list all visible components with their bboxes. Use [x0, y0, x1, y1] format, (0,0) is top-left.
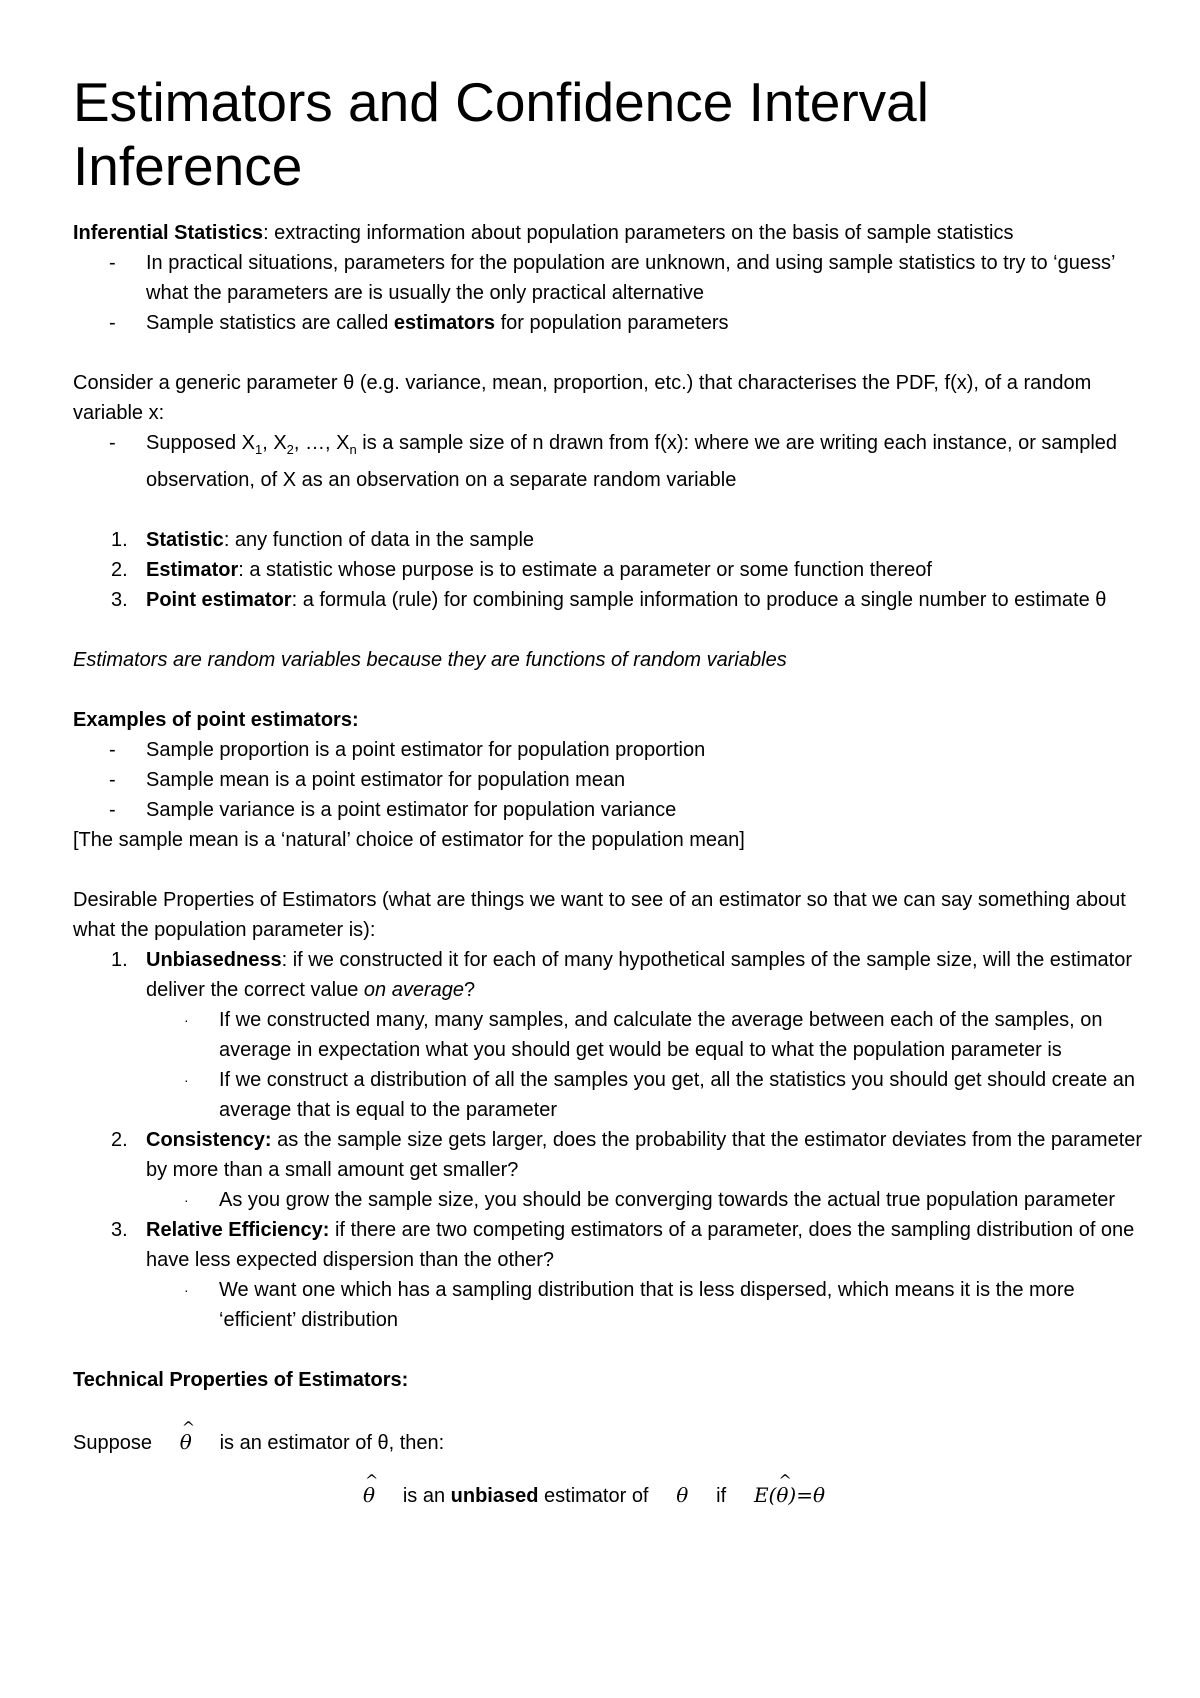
intro-bullets — [73, 248, 1143, 338]
page-title: Estimators and Confidence Interval Inference — [73, 71, 929, 197]
list-item: 1. Statistic: any function of data in the sample — [111, 529, 535, 551]
list-item: 3. Relative Efficiency: if there are two competing estimators of a parameter, does the sampling distribution of one have less expected dispersion than the other? · We want one which has a sampling distribution that is less dispersed, which means it is the more ‘efficient’ distribution — [73, 1215, 1143, 1335]
document-page — [73, 70, 1143, 1511]
suppose-line: Suppose ^ θ is an estimator of θ, then: — [73, 1427, 1143, 1458]
list-item: - Sample variance is a point estimator for population variance — [109, 799, 677, 821]
list-item: - Sample proportion is a point estimator for population proportion — [109, 739, 706, 761]
term-inferential-statistics: Inferential Statistics — [73, 222, 264, 244]
theta-hat-symbol: ^ θ — [179, 1418, 196, 1454]
theta-symbol: θ — [676, 1483, 689, 1507]
list-item: 2. Estimator: a statistic whose purpose is to estimate a parameter or some function thereof — [111, 559, 932, 581]
list-item: 1. Unbiasedness: if we constructed it for each of many hypothetical samples of the sample size, will the estimator deliver the correct value on average? · If we constructed many, many samples, and calculate the average between each of the samples, on average in expectation what you should get would be equal to what the population parameter is · If we construct a distribution of all the samples you get, all the statistics you should get should create an average that is equal to the parameter — [73, 945, 1143, 1125]
generic-bullets — [73, 428, 1143, 495]
technical-properties-heading: Technical Properties of Estimators: — [73, 1369, 409, 1391]
sample-mean-note: [The sample mean is a ‘natural’ choice of estimator for the population mean] — [73, 829, 745, 851]
list-item: - Sample statistics are called estimators for population parameters — [109, 312, 729, 334]
list-item: 2. Consistency: as the sample size gets larger, does the probability that the estimator deviates from the parameter by more than a small amount get smaller? · As you grow the sample size, you should be converging towards the actual true population parameter — [73, 1125, 1143, 1215]
generic-parameter-paragraph: Consider a generic parameter θ (e.g. variance, mean, proportion, etc.) that characterises the PDF, f(x), of a random variable x: — [73, 372, 1092, 424]
random-variables-note: Estimators are random variables because they are functions of random variables — [73, 649, 787, 671]
list-item: - Supposed $X_1$, $X_2$, …, $X_n$ is a sample size of n drawn from f(x): where we are writing each instance, or sampled observation, of X as an observation on a separate random variable — [109, 432, 1118, 491]
theta-hat-symbol: ^ θ — [363, 1471, 379, 1507]
definitions-list — [73, 525, 1143, 615]
examples-heading: Examples of point estimators: — [73, 709, 359, 731]
sub-list-item: · We want one which has a sampling distribution that is less dispersed, which means it is the more ‘efficient’ distribution — [184, 1279, 1075, 1331]
list-item: - In practical situations, parameters for the population are unknown, and using sample statistics to try to ‘guess’ what the parameters are is usually the only practical alternative — [109, 252, 1115, 304]
sub-list-item: · If we construct a distribution of all the samples you get, all the statistics you should get should create an average that is equal to the parameter — [184, 1069, 1136, 1121]
unbiased-condition: ^ θ is an unbiased estimator of θ if E( ^ θ)=θ — [73, 1480, 1143, 1511]
list-item: - Sample mean is a point estimator for population mean — [109, 769, 626, 791]
inferential-statistics-definition: Inferential Statistics: extracting information about population parameters on the basis of sample statistics — [73, 222, 1014, 244]
expectation-formula: E( ^ θ)=θ — [753, 1471, 826, 1507]
sub-list-item: · As you grow the sample size, you should be converging towards the actual true population parameter — [184, 1189, 1116, 1211]
examples-list — [73, 735, 1143, 825]
list-item: 3. Point estimator: a formula (rule) for combining sample information to produce a single number to estimate θ — [111, 589, 1107, 611]
desirable-properties-list — [73, 945, 1143, 1335]
desirable-properties-intro: Desirable Properties of Estimators (what are things we want to see of an estimator so that we can say something about what the population parameter is): — [73, 889, 1126, 941]
sub-list-item: · If we constructed many, many samples, and calculate the average between each of the samples, on average in expectation what you should get would be equal to what the population parameter is — [184, 1009, 1103, 1061]
